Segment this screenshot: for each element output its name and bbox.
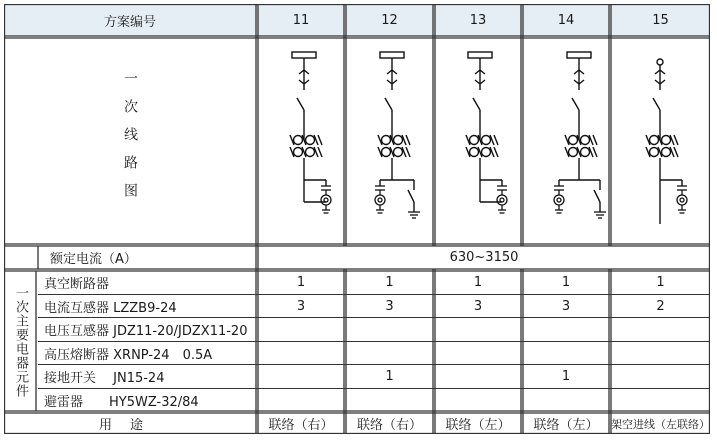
usage-13: 联络（左） [445,418,511,433]
component-quantity: 1 [385,275,394,290]
usage-14: 联络（左） [533,418,599,433]
component-quantity: 3 [473,298,483,314]
header-label: 方案编号 [103,14,156,30]
usage-label: 用途 [98,418,161,433]
component-quantity: 3 [385,298,394,314]
component-name: 高压熔断器 XRNP-24 0.5A [44,347,213,363]
component-name: 接地开关 JN15-24 [44,371,165,386]
scheme-table [4,4,710,434]
component-quantity: 1 [656,275,665,290]
primary-circuit-label: 一次线路图 [122,71,138,211]
usage-15: 架空进线（左联络） [611,417,710,431]
component-quantity: 1 [473,275,483,290]
rated-current-value: 630~3150 [449,250,519,265]
usage-12: 联络（右） [356,418,422,433]
scheme-number-11: 11 [292,12,310,28]
component-quantity: 1 [561,369,571,384]
rated-current-label: 额定电流（A） [50,252,137,267]
component-name: 避雷器 HY5WZ-32/84 [44,394,199,410]
component-name: 真空断路器 [44,277,110,292]
component-quantity: 1 [385,369,394,384]
usage-11: 联络（右） [268,418,334,433]
main-components-label: 一次主要电器元件 [13,285,28,398]
component-quantity: 2 [656,298,665,314]
scheme-number-14: 14 [557,12,575,28]
component-name: 电流互感器 LZZB9-24 [44,300,177,316]
scheme-number-13: 13 [469,12,487,28]
component-name: 电压互感器 JDZ11-20/JDZX11-20 [44,324,248,339]
component-quantity: 1 [561,275,571,290]
scheme-number-12: 12 [381,12,398,28]
scheme-number-15: 15 [652,12,669,28]
component-quantity: 3 [561,298,571,314]
component-quantity: 1 [296,275,306,290]
single-line-diagrams [4,4,710,434]
component-quantity: 3 [296,298,306,314]
